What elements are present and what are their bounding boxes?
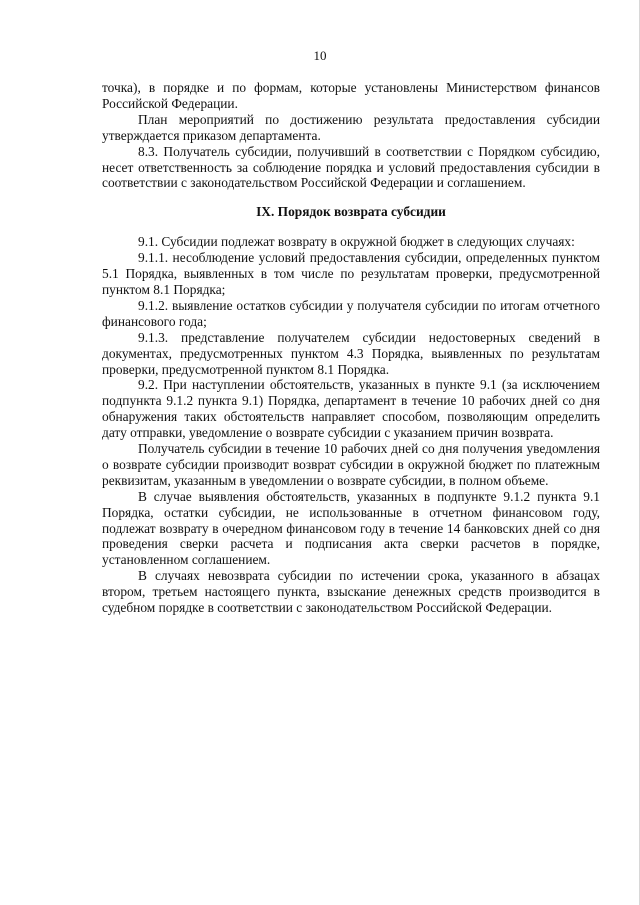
paragraph-remains-return: В случае выявления обстоятельств, указанных в подпункте 9.1.2 пункта 9.1 Порядка, остатки субсидии, не использованные в отчетном финансовом году, подлежат возврату в очередном финансовом году в течение 14 банковских дней со дня проведения сверки расчета и подписания акта сверки расчетов в порядке, установленном соглашением.: [102, 488, 600, 568]
paragraph-court-recovery: В случаях невозврата субсидии по истечении срока, указанного в абзацах втором, третьем настоящего пункта, взыскание денежных средств производится в судебном порядке в соответствии с законодательством Российской Федерации.: [102, 568, 600, 616]
paragraph-continuation: точка), в порядке и по формам, которые установлены Министерством финансов Российской Федерации.: [102, 80, 600, 111]
paragraph-recipient-return: Получатель субсидии в течение 10 рабочих дней со дня получения уведомления о возврате субсидии производит возврат субсидии в окружной бюджет по платежным реквизитам, указанным в уведомлении о возврате субсидии, в полном объеме.: [102, 441, 600, 488]
paragraph-9-1-1: 9.1.1. несоблюдение условий предоставления субсидии, определенных пунктом 5.1 Порядка, выявленных в том числе по результатам проверки, предусмотренной пунктом 8.1 Порядка;: [102, 250, 600, 297]
paragraph-plan: План мероприятий по достижению результата предоставления субсидии утверждается приказом департамента.: [102, 111, 600, 143]
paragraph-9-1-2: 9.1.2. выявление остатков субсидии у получателя субсидии по итогам отчетного финансового года;: [102, 297, 600, 329]
section-heading: IX. Порядок возврата субсидии: [256, 204, 446, 220]
document-body: [102, 80, 600, 616]
paragraph-8-3: 8.3. Получатель субсидии, получивший в соответствии с Порядком субсидию, несет ответственность за соблюдение порядка и условий предоставления субсидии в соответствии с законодательством Российской Федерации и соглашением.: [102, 143, 600, 191]
paragraph-9-1: 9.1. Субсидии подлежат возврату в окружной бюджет в следующих случаях:: [138, 234, 575, 250]
page-number: 10: [313, 48, 327, 63]
paragraph-9-1-3: 9.1.3. представление получателем субсидии недостоверных сведений в документах, предусмотренных пунктом 4.3 Порядка, выявленных по результатам проверки, предусмотренной пунктом 8.1 Порядка.: [102, 329, 600, 377]
paragraph-9-2: 9.2. При наступлении обстоятельств, указанных в пункте 9.1 (за исключением подпункта 9.1.2 пункта 9.1) Порядка, департамент в течение 10 рабочих дней со дня обнаружения таких обстоятельств направляет способом, позволяющим определить дату отправки, уведомление о возврате субсидии с указанием причин возврата.: [102, 377, 600, 441]
